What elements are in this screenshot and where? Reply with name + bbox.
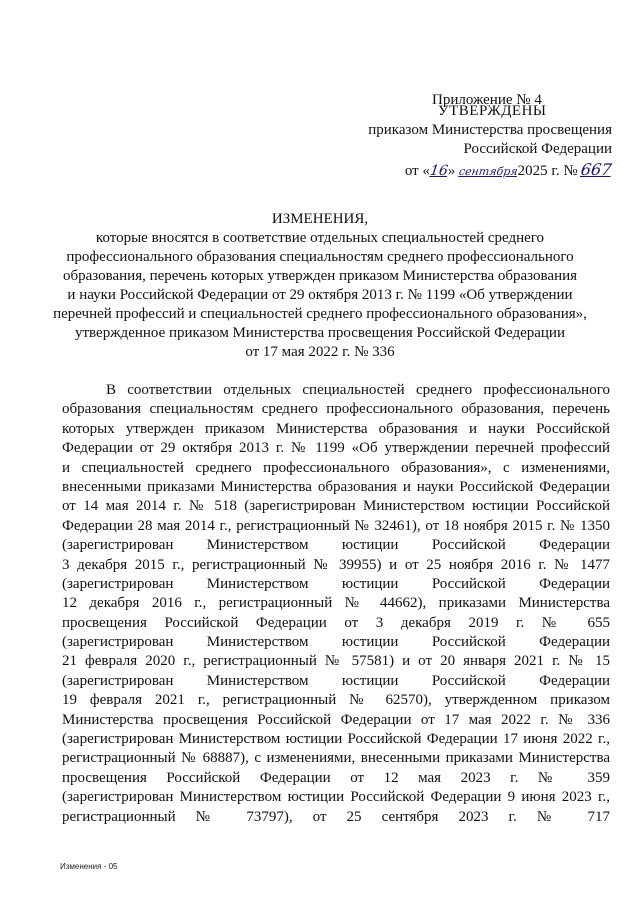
body-line: 3 декабря 2015 г., регистрационный № 39955) и от 25 ноября 2016 г. № 1477 [62,556,610,573]
body-line: (зарегистрирован Министерством юстиции Российской Федерации [62,672,610,689]
footer-note: Изменения - 05 [60,862,118,871]
title-line: и науки Российской Федерации от 29 октября 2013 г. № 1199 «Об утверждении [67,287,573,303]
order-date-line [405,160,612,180]
body-line: (зарегистрирован Министерством юстиции Российской Федерации 9 июня 2023 г., [62,789,610,806]
body-line: Федерации 28 мая 2014 г., регистрационный № 32461), от 18 ноября 2015 г. № 1350 [62,517,610,534]
body-line: (зарегистрирован Министерством юстиции Российской Федерации [62,537,610,554]
title-line: утвержденное приказом Министерства просвещения Российской Федерации [74,325,565,341]
body-line: (зарегистрирован Министерством юстиции Российской Федерации 17 июня 2022 г., [62,731,610,748]
handwritten-order-number: 667 [580,160,614,179]
body-line: (зарегистрирован Министерством юстиции Российской Федерации [62,634,610,651]
title-line: профессионального образования специальностям среднего профессионального [66,249,574,265]
body-line: Федерации от 29 октября 2013 г. № 1199 «Об утверждении перечней профессий [62,440,610,457]
body-line: внесенными приказами Министерства образования и науки Российской Федерации [62,478,610,495]
title-line: от 17 мая 2022 г. № 336 [245,344,395,360]
body-line: 19 февраля 2021 г., регистрационный № 62570), утвержденном приказом [62,692,610,709]
body-line: Министерства просвещения Российской Федерации от 17 мая 2022 г. № 336 [62,711,610,728]
body-line: которых утвержден приказом Министерства образования и науки Российской [62,420,610,437]
title-line: образования, перечень которых утвержден приказом Министерства образования [62,268,578,284]
date-year: 2025 г. № [517,163,582,179]
body-line: и специальностей среднего профессионального образования», с изменениями, [62,459,610,476]
body-line: регистрационный № 73797), от 25 сентября 2023 г. № 717 [62,808,610,825]
body-line: 21 февраля 2020 г., регистрационный № 57581) и от 20 января 2021 г. № 15 [62,653,610,670]
body-line: от 14 мая 2014 г. № 518 (зарегистрирован Министерством юстиции Российской [62,498,610,515]
body-line: образования специальностям среднего профессионального образования, перечень [62,401,610,418]
document-title [0,210,640,362]
handwritten-day: 16 [428,163,449,179]
handwritten-month: сентября [458,165,519,178]
date-prefix: от « [404,163,430,179]
approved-label: УТВЕРЖДЕНЫ [438,103,547,119]
title-heading: ИЗМЕНЕНИЯ, [271,211,369,227]
body-line: регистрационный № 68887), с изменениями, внесенными приказами Министерства [62,750,610,767]
order-line-1: приказом Министерства просвещения [368,122,612,138]
title-line: перечней профессий и специальностей среднего профессионального образования», [53,306,587,322]
title-line: которые вносятся в соответствие отдельных специальностей среднего [95,230,545,246]
body-line: 12 декабря 2016 г., регистрационный № 44662), приказами Министерства [62,595,610,612]
body-paragraph [62,381,610,827]
body-line: В соответствии отдельных специальностей среднего профессионального [106,382,610,398]
body-line: просвещения Российской Федерации от 12 мая 2023 г. № 359 [62,769,610,786]
order-line-2: Российской Федерации [463,141,612,157]
date-mid: » [447,163,459,179]
body-line: (зарегистрирован Министерством юстиции Российской Федерации [62,575,610,592]
appendix-label: Приложение № 4 [432,92,542,108]
body-line: просвещения Российской Федерации от 3 декабря 2019 г. № 655 [62,614,610,631]
